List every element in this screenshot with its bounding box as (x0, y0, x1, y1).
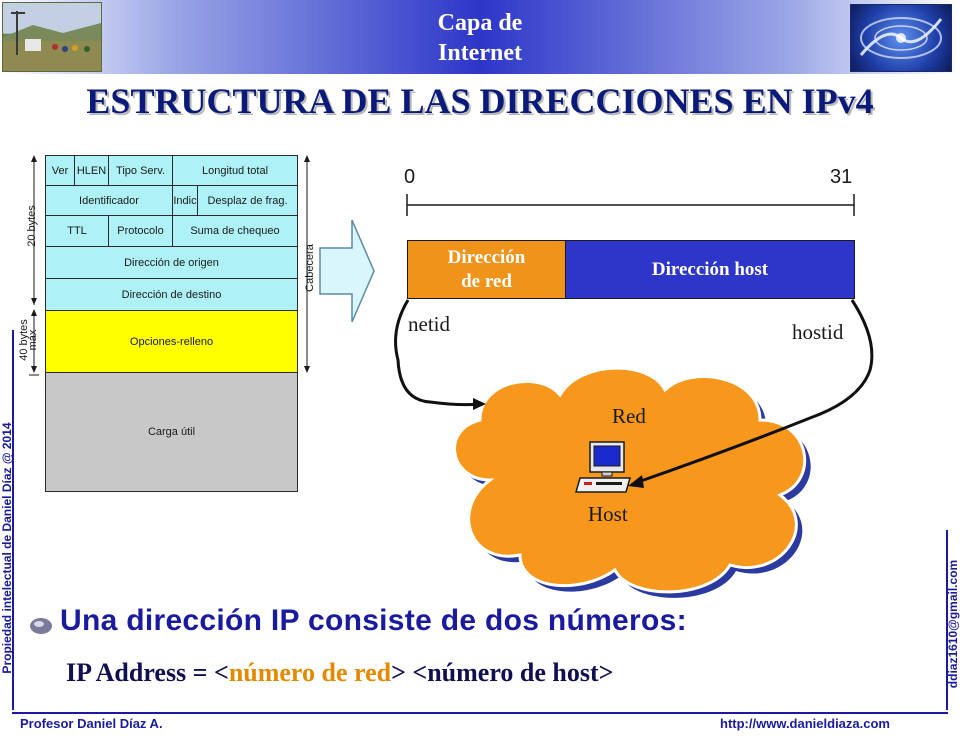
ip-address-formula (66, 658, 613, 688)
landscape-photo-icon (2, 2, 102, 72)
bit-start-label: 0 (404, 166, 416, 188)
host-label: Host (588, 502, 628, 526)
bullet-icon (28, 614, 54, 636)
label-cabecera: Cabecera (304, 244, 316, 292)
page-title: ESTRUCTURA DE LAS DIRECCIONES EN IPv4 (86, 81, 874, 121)
field-direccion-origen: Dirección de origen (45, 246, 298, 279)
cloud-label-red: Red (612, 404, 646, 428)
direccion-host-box: Dirección host (565, 240, 855, 299)
field-indic: Indic (172, 185, 198, 216)
dim-40-bytes: 40 bytes (18, 319, 30, 361)
hostid-label: hostid (792, 320, 844, 344)
section-title: Capa de Internet (437, 10, 523, 66)
field-hlen: HLEN (74, 155, 109, 186)
direccion-red-box: Dirección de red (407, 240, 566, 299)
field-tipo-serv: Tipo Serv. (108, 155, 173, 186)
formula-red: número de red (228, 658, 392, 687)
email-vertical-text: ddiaz1610@gmail.com (946, 559, 960, 689)
field-direccion-destino: Dirección de destino (45, 278, 298, 311)
footer-url: http://www.danieldiaza.com (720, 716, 890, 731)
bottom-frame-line (12, 712, 948, 714)
netid-label: netid (408, 312, 450, 336)
right-arrow-icon (318, 218, 376, 324)
dim-20-bytes: 20 bytes (26, 205, 38, 247)
field-desplaz-frag: Desplaz de frag. (197, 185, 298, 216)
field-ttl: TTL (45, 215, 109, 247)
field-ver: Ver (45, 155, 75, 186)
footer-author: Profesor Daniel Díaz A. (20, 716, 163, 731)
formula-prefix: IP Address = < (66, 658, 229, 687)
dimension-markers (20, 150, 330, 390)
dim-max: max (27, 329, 39, 351)
field-opciones-relleno: Opciones-relleno (45, 310, 298, 373)
bullet-statement: Una dirección IP consiste de dos números: (60, 604, 687, 637)
formula-suffix: > (598, 658, 614, 687)
field-carga-util: Carga útil (45, 372, 298, 492)
bit-end-label: 31 (830, 166, 853, 188)
bit-range-bracket (400, 190, 862, 220)
field-longitud-total: Longitud total (172, 155, 298, 186)
field-identificador: Identificador (45, 185, 173, 216)
abstract-hands-icon (850, 4, 952, 72)
field-protocolo: Protocolo (108, 215, 173, 247)
formula-host: número de host (427, 658, 599, 687)
copyright-vertical-text: Propiedad intelectual de Daniel Díaz @ 2014 (0, 422, 14, 674)
field-suma-chequeo: Suma de chequeo (172, 215, 298, 247)
pointer-arrows (370, 290, 890, 500)
formula-middle: > < (391, 658, 428, 687)
